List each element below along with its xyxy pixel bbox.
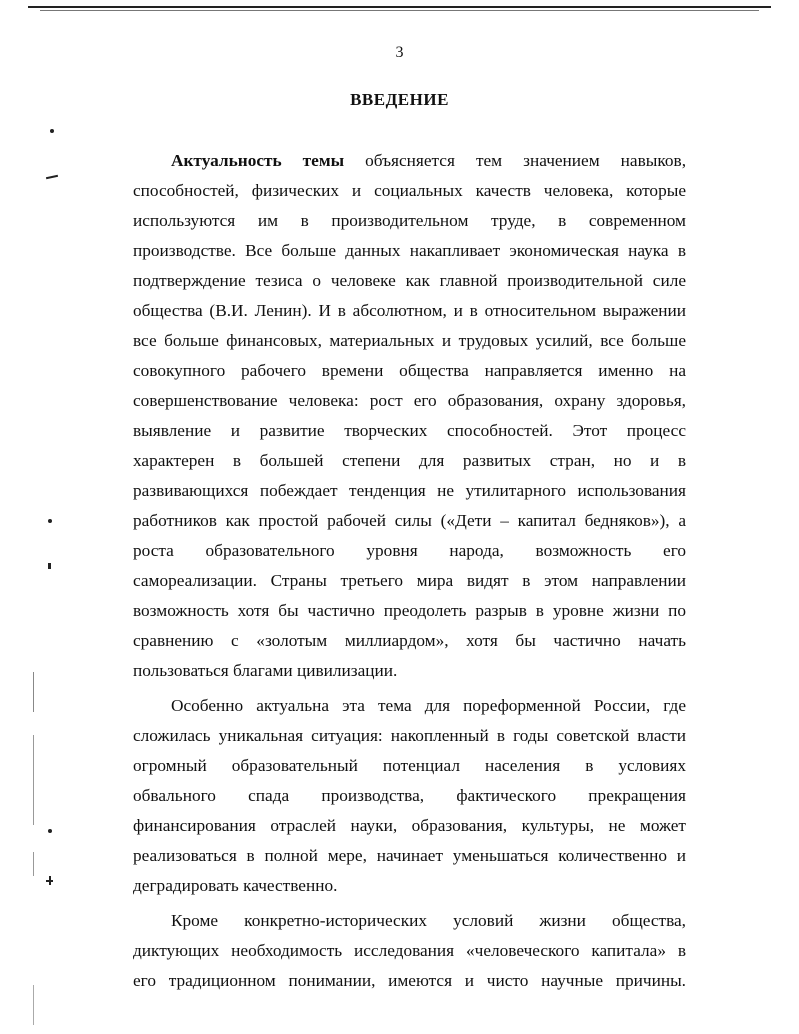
text-line: пользоваться благами цивилизации. — [133, 661, 398, 680]
scan-dash-mark — [49, 876, 51, 885]
text-line: работников как простой рабочей силы («Дети – капитал бедняков»), а — [133, 511, 686, 530]
text-line: реализоваться в полной мере, начинает уменьшаться количественно и — [133, 846, 686, 865]
text-line: сравнению с «золотым миллиардом», хотя бы частично начать — [133, 631, 686, 650]
text-line: Актуальность темы объясняется тем значением навыков, — [171, 151, 687, 170]
scan-dot-mark — [50, 129, 54, 133]
text-line: Кроме конкретно-исторических условий жизни общества, — [171, 911, 686, 930]
scan-dash-mark — [46, 175, 58, 179]
text-line: огромный образовательный потенциал населения в условиях — [133, 756, 686, 775]
text-line: производстве. Все больше данных накапливает экономическая наука в — [133, 241, 686, 260]
text-line: деградировать качественно. — [133, 876, 338, 895]
body-text — [133, 146, 686, 996]
text-line: все больше финансовых, материальных и трудовых усилий, все больше — [133, 331, 686, 350]
text-line: совокупного рабочего времени общества направляется именно на — [133, 361, 686, 380]
scan-line-mark — [33, 672, 34, 712]
text-line: характерен в большей степени для развитых стран, но и в — [133, 451, 686, 470]
text-line: развивающихся побеждает тенденция не утилитарного использования — [133, 481, 686, 500]
paragraph-1 — [133, 146, 686, 686]
text-line: подтверждение тезиса о человеке как главной производительной силе — [133, 271, 686, 290]
scan-top-border — [28, 6, 771, 8]
text-line: возможность хотя бы частично преодолеть разрыв в уровне жизни по — [133, 601, 686, 620]
page-title: ВВЕДЕНИЕ — [350, 90, 449, 109]
paragraph-2 — [133, 691, 686, 901]
text-line: самореализации. Страны третьего мира видят в этом направлении — [133, 571, 686, 590]
text-line: используются им в производительном труде, в современном — [133, 211, 686, 230]
paragraph-3 — [133, 906, 686, 996]
scan-top-border-inner — [40, 10, 759, 11]
text-line: его традиционном понимании, имеются и чисто научные причины. — [133, 971, 686, 990]
text-line: выявление и развитие творческих способностей. Этот процесс — [133, 421, 686, 440]
scan-line-mark — [33, 852, 34, 876]
scan-line-mark — [33, 985, 34, 1025]
text-line: общества (В.И. Ленин). И в абсолютном, и в относительном выражении — [133, 301, 686, 320]
text-line: сложилась уникальная ситуация: накопленный в годы советской власти — [133, 726, 686, 745]
page-number: 3 — [395, 44, 404, 61]
scan-line-mark — [33, 735, 34, 825]
text-line: Особенно актуальна эта тема для пореформенной России, где — [171, 696, 686, 715]
scan-dot-mark — [48, 829, 52, 833]
text-line: совершенствование человека: рост его образования, охрану здоровья, — [133, 391, 686, 410]
text-line: способностей, физических и социальных качеств человека, которые — [133, 181, 686, 200]
text-line: роста образовательного уровня народа, возможность его — [133, 541, 686, 560]
scan-dot-mark — [48, 563, 51, 569]
text-line: финансирования отраслей науки, образования, культуры, не может — [133, 816, 686, 835]
emphasis-term: Актуальность темы — [171, 151, 345, 170]
text-line: диктующих необходимость исследования «человеческого капитала» в — [133, 941, 686, 960]
scan-dot-mark — [48, 519, 52, 523]
text-line: обвального спада производства, фактического прекращения — [133, 786, 686, 805]
